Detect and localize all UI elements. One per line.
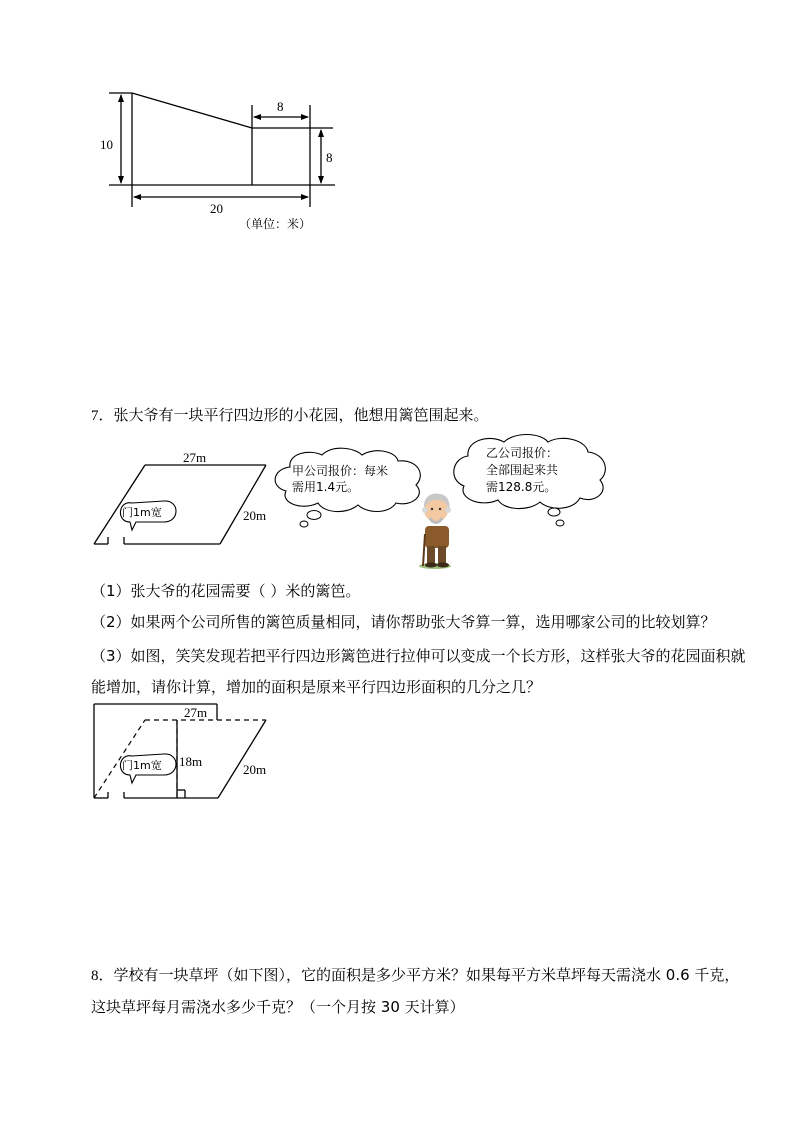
lawn-figure [95, 85, 345, 240]
stretched-rectangle-figure [88, 700, 288, 805]
q7-sub3-line1: （3）如图，笑笑发现若把平行四边形篱笆进行拉伸可以变成一个长方形，这样张大爷的花园面积就 [91, 647, 746, 665]
jia-price-bubble [270, 445, 430, 530]
q7-number: 7 [91, 408, 99, 424]
q7-sub3-line2: 能增加，请你计算，增加的面积是原来平行四边形面积的几分之几？ [91, 678, 542, 696]
unit-note: （单位：米） [239, 217, 312, 231]
top-width-label: 8 [277, 99, 284, 114]
q8-line1: 8．学校有一块草坪（如下图），它的面积是多少平方米？如果每平方米草坪每天需浇水 0.6 千克， [91, 966, 740, 984]
slant-side-label: 20m [243, 508, 267, 523]
yi-line1: 乙公司报价： [486, 446, 559, 460]
jia-line1: 甲公司报价：每米 [292, 464, 389, 478]
gate-label: 门1m宽 [122, 506, 162, 519]
jia-line2: 需用1.4元。 [292, 480, 360, 494]
top-side-label: 27m [183, 450, 207, 465]
yi-line2: 全部围起来共 [486, 463, 559, 477]
q7-sub2: （2）如果两个公司所售的篱笆质量相同，请你帮助张大爷算一算，选用哪家公司的比较划算？ [91, 613, 716, 631]
q8-number: 8 [91, 968, 99, 984]
q7-stem: 7．张大爷有一块平行四边形的小花园，他想用篱笆围起来。 [91, 406, 489, 424]
yi-line3: 需128.8元。 [486, 480, 557, 494]
rect-gate-label: 门1m宽 [122, 759, 162, 772]
q7-sub1: （1）张大爷的花园需要（ ）米的篱笆。 [91, 582, 361, 600]
parallelogram-garden-figure [88, 448, 278, 550]
q7-stem-text: 张大爷有一块平行四边形的小花园，他想用篱笆围起来。 [113, 406, 489, 424]
left-height-label: 10 [100, 137, 113, 152]
height-label: 18m [179, 754, 203, 769]
q8-line2: 这块草坪每月需浇水多少千克？（一个月按 30 天计算） [91, 998, 465, 1016]
rect-top-label: 27m [184, 705, 208, 720]
rect-side-label: 20m [243, 762, 267, 777]
base-width-label: 20 [210, 201, 223, 216]
yi-price-bubble [450, 432, 610, 532]
right-height-label: 8 [326, 150, 333, 165]
